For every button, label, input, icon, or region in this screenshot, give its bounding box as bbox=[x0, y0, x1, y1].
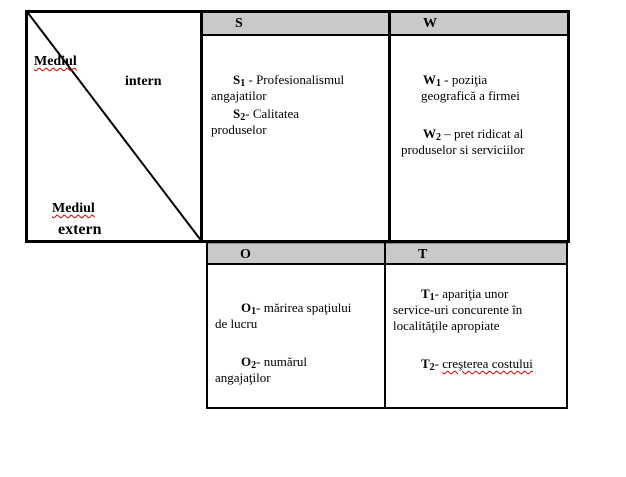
strengths-header: S bbox=[203, 13, 390, 36]
opportunity-item-2: $O_2-$ numărul angajaţilor bbox=[215, 354, 308, 385]
strength-item-1: $S_1$ - Profesionalismul angajatilor bbox=[211, 72, 345, 103]
weakness-item-2: $W_2$ – pret ridicat al produselor si serviciilor bbox=[401, 126, 525, 157]
weaknesses-header: W bbox=[391, 13, 567, 36]
corner-label-intern: intern bbox=[125, 74, 162, 89]
strength-item-2: $S_2-$ Calitatea produselor bbox=[211, 106, 300, 137]
opportunity-item-1: $O_1-$ mărirea spaţiului de lucru bbox=[215, 300, 352, 331]
opportunities-cell bbox=[206, 243, 386, 409]
corner-cell bbox=[25, 10, 203, 243]
corner-label-mediul-extern: Mediul bbox=[52, 201, 95, 216]
threat-item-1: $T_1-$ apariţia unor service-uri concurente în localităţile apropiate bbox=[393, 286, 523, 333]
threats-cell bbox=[386, 243, 568, 409]
corner-label-extern: extern bbox=[58, 221, 102, 238]
weakness-item-1: $W_1$ - poziţia geografică a firmei bbox=[421, 72, 520, 103]
corner-label-mediul-intern: Mediul bbox=[34, 54, 77, 69]
threats-header: T bbox=[386, 243, 566, 265]
weaknesses-cell bbox=[388, 10, 570, 243]
strengths-cell bbox=[200, 10, 390, 243]
opportunities-header: O bbox=[208, 243, 384, 265]
threat-item-2: $T_2-$ creşterea costului bbox=[421, 356, 533, 373]
